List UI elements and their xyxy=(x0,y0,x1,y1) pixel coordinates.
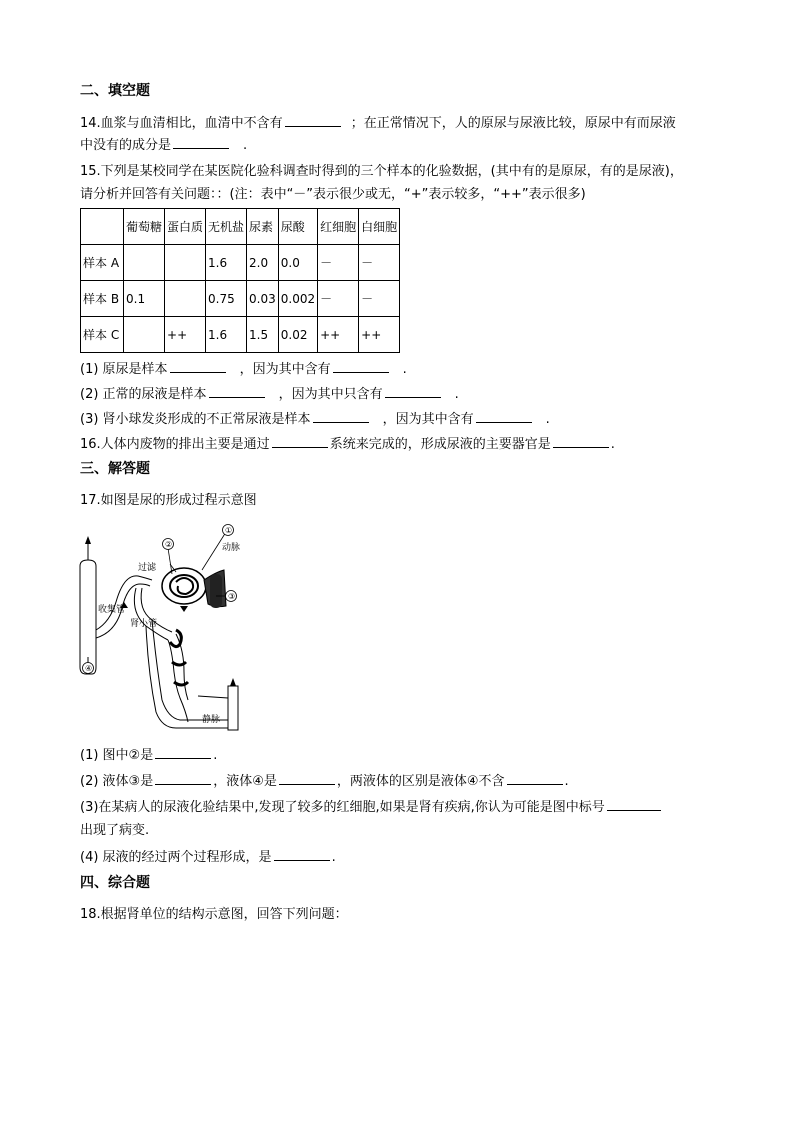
q17-sub2-blank-2[interactable] xyxy=(279,772,335,785)
table-header-cell xyxy=(81,209,124,245)
table-header-cell: 红细胞 xyxy=(318,209,359,245)
q17-sub3-text: (3)在某病人的尿液化验结果中,发现了较多的红细胞,如果是肾有疾病,你认为可能是图中标号 xyxy=(80,800,605,815)
table-cell: － xyxy=(318,281,359,317)
table-cell: ++ xyxy=(359,317,400,353)
table-cell xyxy=(165,281,206,317)
table-cell: 1.6 xyxy=(206,317,247,353)
q17-sub4-period: . xyxy=(331,850,336,865)
diagram-label-renal-tubule: 肾小管 xyxy=(130,619,158,629)
q15-sub1-text-b: ，因为其中含有 xyxy=(239,362,331,377)
question-14-line-2 xyxy=(80,136,247,155)
q15-sub2-blank-2[interactable] xyxy=(385,385,441,398)
q14-period: . xyxy=(243,138,248,153)
q17-sub2-text-b: ，液体④是 xyxy=(213,774,277,789)
table-cell: 样本 B xyxy=(81,281,124,317)
question-15-line-2: 请分析并回答有关问题：：(注：表中“－”表示很少或无，“+”表示较多，“++”表示很多) xyxy=(80,187,586,202)
q15-sub1-period: . xyxy=(402,362,407,377)
table-cell: 0.002 xyxy=(278,281,317,317)
question-16 xyxy=(80,435,615,454)
table-cell: ++ xyxy=(165,317,206,353)
diagram-label-1: ① xyxy=(225,526,233,535)
question-15-line-1: 15.下列是某校同学在某医院化验科调查时得到的三个样本的化验数据，(其中有的是原尿，有的是尿液)， xyxy=(80,164,683,179)
table-cell: 1.5 xyxy=(247,317,279,353)
diagram-label-collecting-duct: 收集管 xyxy=(98,605,126,615)
q15-sub2-blank-1[interactable] xyxy=(209,385,265,398)
q15-sub3-period: . xyxy=(545,412,550,427)
section-heading-fill-blank: 二、填空题 xyxy=(80,83,150,99)
q15-sub2-text: (2) 正常的尿液是样本 xyxy=(80,387,207,402)
table-cell xyxy=(124,317,165,353)
q17-sub2-period: . xyxy=(564,774,569,789)
table-header-cell: 尿素 xyxy=(247,209,279,245)
urine-formation-diagram xyxy=(76,522,246,732)
q17-sub1-text: (1) 图中②是 xyxy=(80,748,154,763)
diagram-label-3: ③ xyxy=(228,592,236,601)
q16-period: . xyxy=(610,437,615,452)
lab-data-table xyxy=(80,208,400,353)
table-header-cell: 白细胞 xyxy=(359,209,400,245)
table-row xyxy=(81,317,400,353)
diagram-label-4: ④ xyxy=(85,664,93,673)
table-row xyxy=(81,245,400,281)
table-cell: 1.6 xyxy=(206,245,247,281)
q17-sub3-blank[interactable] xyxy=(607,798,661,811)
q17-subquestion-3-line-2: 出现了病变. xyxy=(80,823,150,838)
table-cell: 0.03 xyxy=(247,281,279,317)
q15-sub3-blank-1[interactable] xyxy=(313,410,369,423)
q17-sub2-blank-3[interactable] xyxy=(507,772,563,785)
q16-blank-1[interactable] xyxy=(272,435,328,448)
q14-text-a: 14.血浆与血清相比，血清中不含有 xyxy=(80,116,283,131)
q17-subquestion-4 xyxy=(80,848,336,867)
q17-sub2-blank-1[interactable] xyxy=(155,772,211,785)
q15-sub1-text: (1) 原尿是样本 xyxy=(80,362,168,377)
table-header-cell: 葡萄糖 xyxy=(124,209,165,245)
table-cell: － xyxy=(359,281,400,317)
question-14-line-1 xyxy=(80,114,676,133)
q14-blank-1[interactable] xyxy=(285,114,341,127)
table-cell xyxy=(165,245,206,281)
table-cell: － xyxy=(359,245,400,281)
q17-sub1-blank[interactable] xyxy=(155,746,211,759)
q16-text-b: 系统来完成的，形成尿液的主要器官是 xyxy=(329,437,551,452)
q14-blank-2[interactable] xyxy=(173,136,229,149)
table-header-cell: 尿酸 xyxy=(278,209,317,245)
table-cell: 0.02 xyxy=(278,317,317,353)
q17-sub2-text: (2) 液体③是 xyxy=(80,774,154,789)
table-header-row xyxy=(81,209,400,245)
diagram-label-filtration: 过滤 xyxy=(138,563,157,573)
q17-subquestion-2 xyxy=(80,772,569,791)
table-cell: 0.1 xyxy=(124,281,165,317)
table-cell: － xyxy=(318,245,359,281)
table-cell xyxy=(124,245,165,281)
q15-sub1-blank-1[interactable] xyxy=(170,360,226,373)
table-cell: 样本 A xyxy=(81,245,124,281)
q15-sub2-text-b: ，因为其中只含有 xyxy=(278,387,383,402)
q15-sub2-period: . xyxy=(454,387,459,402)
q15-sub1-blank-2[interactable] xyxy=(333,360,389,373)
q15-subquestion-1 xyxy=(80,360,407,379)
section-heading-answer: 三、解答题 xyxy=(80,461,150,477)
table-cell: 0.75 xyxy=(206,281,247,317)
question-18-intro: 18.根据肾单位的结构示意图，回答下列问题： xyxy=(80,907,348,922)
table-header-cell: 蛋白质 xyxy=(165,209,206,245)
q17-subquestion-3-line-1 xyxy=(80,798,661,817)
q14-text-b: ；在正常情况下，人的原尿与尿液比较，原尿中有而尿液 xyxy=(350,116,676,131)
table-cell: 样本 C xyxy=(81,317,124,353)
q17-sub2-text-c: ，两液体的区别是液体④不含 xyxy=(336,774,505,789)
q15-sub3-blank-2[interactable] xyxy=(476,410,532,423)
table-row xyxy=(81,281,400,317)
table-cell: 2.0 xyxy=(247,245,279,281)
q17-sub4-blank[interactable] xyxy=(274,848,330,861)
q17-sub4-text: (4) 尿液的经过两个过程形成，是 xyxy=(80,850,272,865)
table-cell: ++ xyxy=(318,317,359,353)
q15-subquestion-3 xyxy=(80,410,550,429)
q15-sub3-text: (3) 肾小球发炎形成的不正常尿液是样本 xyxy=(80,412,311,427)
table-header-cell: 无机盐 xyxy=(206,209,247,245)
section-heading-comprehensive: 四、综合题 xyxy=(80,875,150,891)
diagram-label-artery: 动脉 xyxy=(222,543,241,553)
diagram-label-vein: 静脉 xyxy=(202,715,221,725)
q17-subquestion-1 xyxy=(80,746,217,765)
q17-sub1-period: . xyxy=(213,748,218,763)
diagram-label-2: ② xyxy=(165,540,173,549)
q14-text-c: 中没有的成分是 xyxy=(80,138,172,153)
q16-blank-2[interactable] xyxy=(553,435,609,448)
question-17-intro: 17.如图是尿的形成过程示意图 xyxy=(80,493,257,508)
table-cell: 0.0 xyxy=(278,245,317,281)
q15-sub3-text-b: ，因为其中含有 xyxy=(382,412,474,427)
q15-subquestion-2 xyxy=(80,385,459,404)
q16-text-a: 16.人体内废物的排出主要是通过 xyxy=(80,437,270,452)
